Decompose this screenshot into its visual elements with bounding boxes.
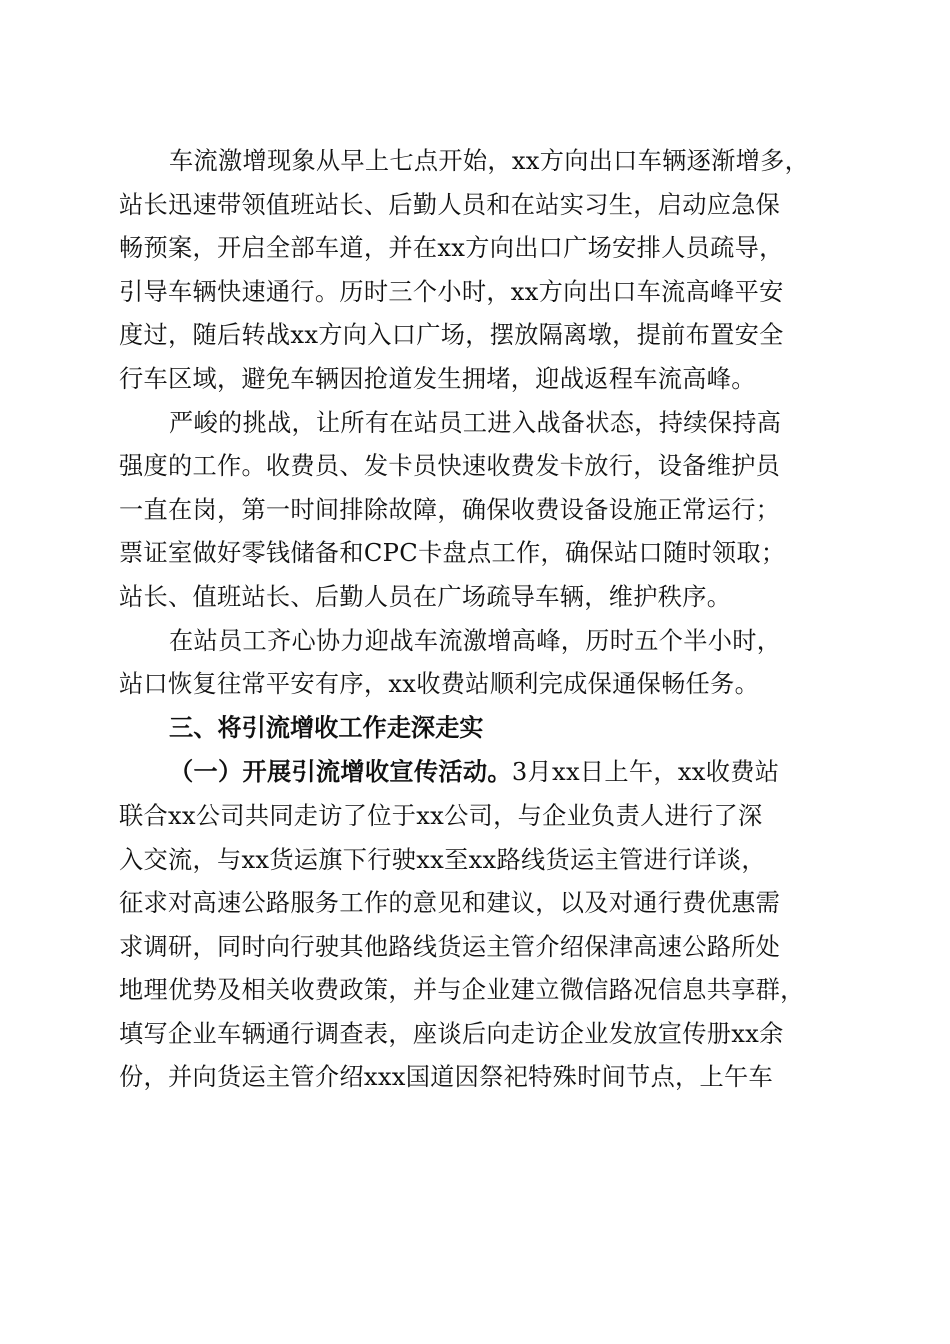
text-line: [119, 750, 837, 795]
text-line: 站口恢复往常平安有序，xx收费站顺利完成保通保畅任务。: [119, 670, 760, 699]
text-line: 畅预案，开启全部车道，并在xx方向出口广场安排人员疏导，: [119, 234, 784, 263]
text-line: 票证室做好零钱储备和CPC卡盘点工作，确保站口随时领取；: [119, 539, 786, 568]
text-line: 联合xx公司共同走访了位于xx公司，与企业负责人进行了深: [119, 801, 763, 830]
text-line: 行车区域，避免车辆因抢道发生拥堵，迎战返程车流高峰。: [119, 364, 756, 393]
text-line: 填写企业车辆通行调查表，座谈后向走访企业发放宣传册xx余: [119, 1019, 784, 1048]
paragraph-promotion-activity: [119, 750, 837, 1100]
text-line: 一直在岗，第一时间排除故障，确保收费设备设施正常运行；: [119, 495, 781, 524]
text-line: 地理优势及相关收费政策，并与企业建立微信路况信息共享群，: [119, 976, 805, 1005]
text-line: 严峻的挑战，让所有在站员工进入战备状态，持续保持高: [169, 408, 782, 437]
paragraph-staff-challenge: [119, 402, 837, 620]
text-line: 站长迅速带领值班站长、后勤人员和在站实习生，启动应急保: [119, 190, 781, 219]
paragraph-task-completed: [119, 620, 837, 707]
subsection-first-line: 3月xx日上午，xx收费站: [511, 758, 780, 787]
text-line: 强度的工作。收费员、发卡员快速收费发卡放行，设备维护员: [119, 452, 781, 481]
text-line: 车流激增现象从早上七点开始，xx方向出口车辆逐渐增多，: [169, 147, 810, 175]
text-line: 求调研，同时向行驶其他路线货运主管介绍保津高速公路所处: [119, 932, 781, 961]
subsection-lead: （一）开展引流增收宣传活动。: [169, 757, 512, 787]
text-line: 站长、值班站长、后勤人员在广场疏导车辆，维护秩序。: [119, 582, 732, 611]
text-line: 度过，随后转战xx方向入口广场，摆放隔离墩，提前布置安全: [119, 321, 784, 350]
text-line: 征求对高速公路服务工作的意见和建议，以及对通行费优惠需: [119, 889, 781, 918]
paragraph-traffic-surge: [119, 140, 837, 402]
text-line: 份，并向货运主管介绍xxx国道因祭祀特殊时间节点，上午车: [119, 1063, 774, 1092]
text-line: 引导车辆快速通行。历时三个小时，xx方向出口车流高峰平安: [119, 277, 784, 306]
document-body: [119, 140, 837, 1100]
text-line: 入交流，与xx货运旗下行驶xx至xx路线货运主管进行详谈，: [119, 845, 766, 874]
section-heading: 三、将引流增收工作走深走实: [169, 713, 484, 742]
text-line: 在站员工齐心协力迎战车流激增高峰，历时五个半小时，: [169, 626, 782, 655]
